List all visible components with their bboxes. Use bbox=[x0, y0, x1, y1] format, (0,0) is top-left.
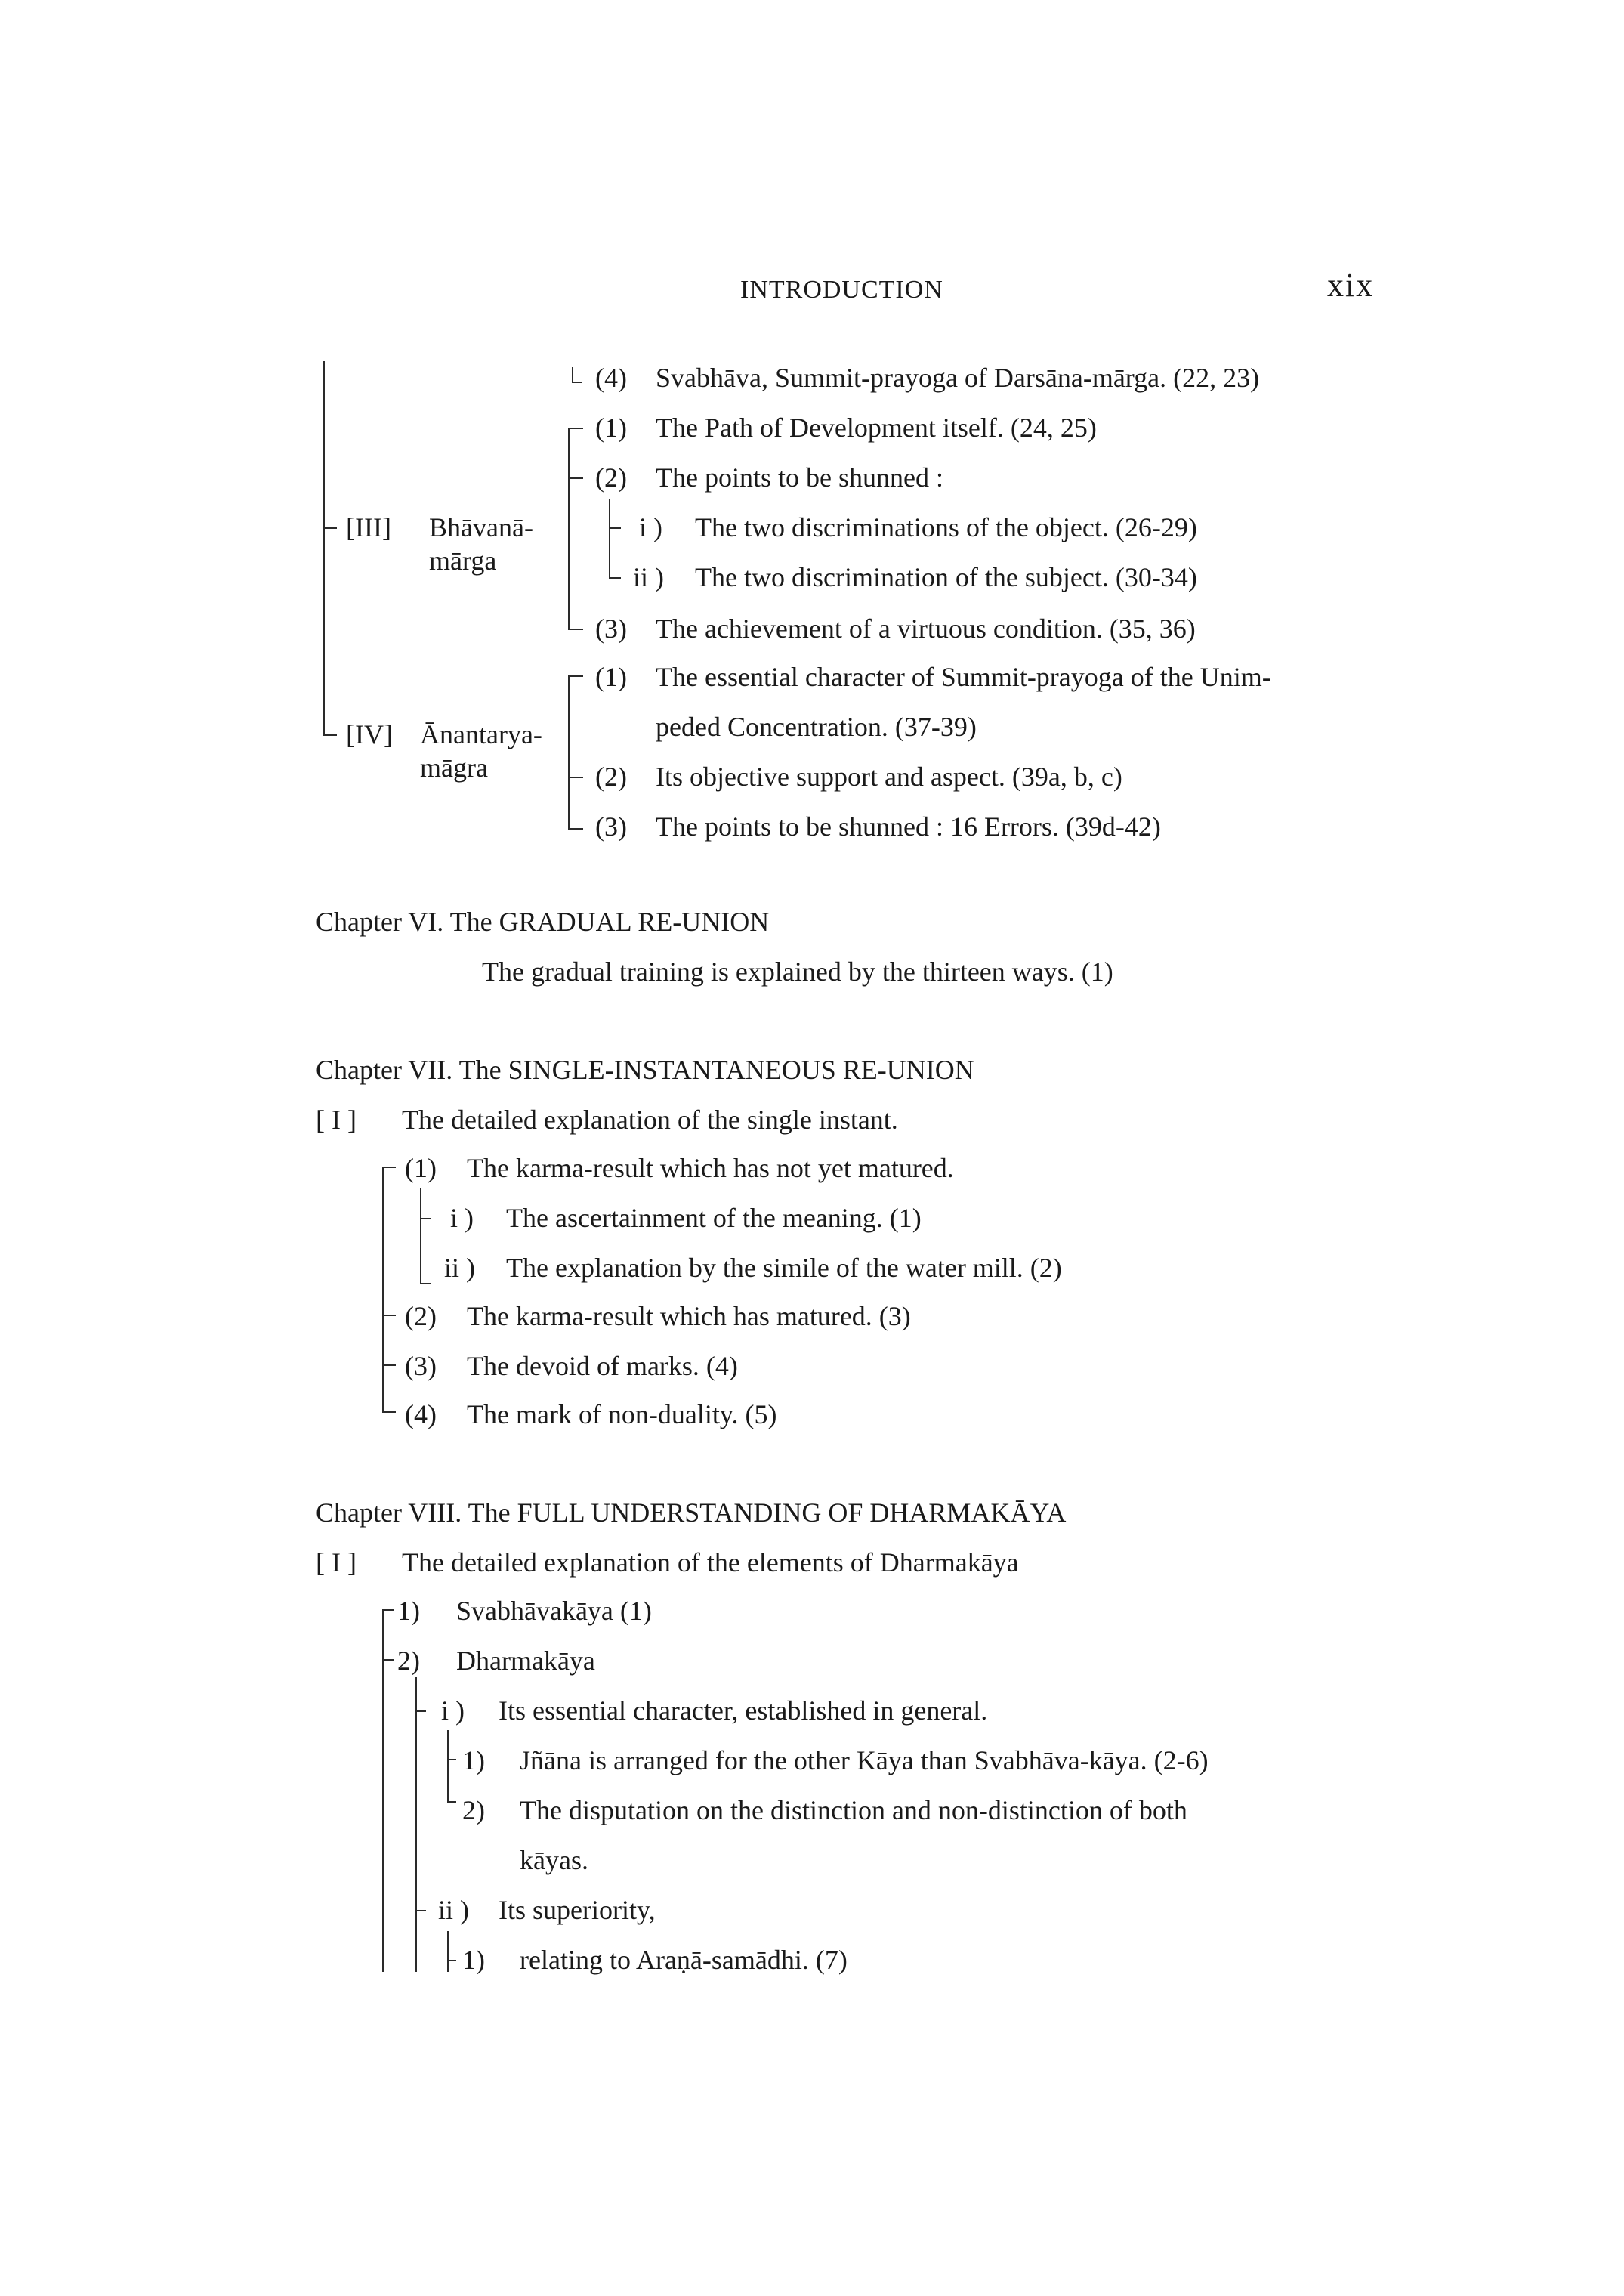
bracket-ch7-tick-2 bbox=[382, 1315, 396, 1316]
bracket-ch8-subsub-vertical-2 bbox=[447, 1931, 449, 1972]
bracket-bhavana-sub-tick-2 bbox=[609, 577, 621, 579]
bracket-bhavana-vertical bbox=[568, 428, 570, 630]
ch7-subitem-num: ii ) bbox=[444, 1253, 475, 1283]
ch7-subitem-text: The explanation by the simile of the water mill. (2) bbox=[506, 1253, 1062, 1283]
bhavana-item-num: (3) bbox=[595, 613, 627, 644]
bracket-ch7-tick-1 bbox=[382, 1167, 396, 1168]
bracket-ch8-tick-2 bbox=[382, 1659, 394, 1661]
ch8-subitem-num: i ) bbox=[441, 1695, 465, 1726]
ch8-subsubitem-num: 2) bbox=[462, 1795, 485, 1825]
bracket-ch7-sub-tick-1 bbox=[420, 1218, 431, 1219]
darsana-item-num: (4) bbox=[595, 363, 627, 393]
bracket-bhavana-sub-tick-1 bbox=[609, 527, 621, 529]
chapter-8-part-text: The detailed explanation of the elements of Dharmakāya bbox=[402, 1547, 1019, 1578]
anantarya-item-text: The points to be shunned : 16 Errors. (39d-42) bbox=[656, 811, 1161, 842]
section-name-anantarya-2: māgra bbox=[420, 752, 488, 783]
ch7-subitem-num: i ) bbox=[450, 1203, 474, 1233]
bracket-bhavana-tick-1 bbox=[568, 428, 583, 429]
chapter-6-summary: The gradual training is explained by the thirteen ways. (1) bbox=[482, 956, 1113, 987]
anantarya-item-text: Its objective support and aspect. (39a, b, c) bbox=[656, 762, 1122, 792]
bracket-ch8-subsub-vertical-1 bbox=[447, 1730, 449, 1803]
chapter-7-part-label: [ I ] bbox=[316, 1105, 357, 1135]
ch8-subsubitem-num: 1) bbox=[462, 1745, 485, 1775]
chapter-7-title: Chapter VII. The SINGLE-INSTANTANEOUS RE-UNION bbox=[316, 1055, 974, 1085]
ch8-subitem-text: Its essential character, established in general. bbox=[499, 1695, 988, 1726]
section-name-anantarya-1: Ānantarya- bbox=[420, 719, 542, 749]
bracket-bhavana-tick-3 bbox=[568, 629, 583, 630]
bhavana-item-text: The Path of Development itself. (24, 25) bbox=[656, 413, 1097, 443]
section-name-bhavana-2: mārga bbox=[429, 545, 497, 576]
bracket-ch7-sub-vertical bbox=[420, 1188, 421, 1284]
bracket-ch8-sub-vertical bbox=[415, 1677, 417, 1972]
bracket-ch8-vertical bbox=[382, 1609, 384, 1972]
bracket-ch8-subsub-tick-1 bbox=[447, 1759, 456, 1760]
ch8-item-text: Dharmakāya bbox=[456, 1646, 595, 1676]
darsana-item-text: Svabhāva, Summit-prayoga of Darsāna-mārga. (22, 23) bbox=[656, 363, 1260, 393]
bhavana-item-text: The points to be shunned : bbox=[656, 462, 943, 493]
section-name-bhavana-1: Bhāvanā- bbox=[429, 512, 533, 542]
bhavana-item-num: (1) bbox=[595, 413, 627, 443]
bhavana-item-text: The achievement of a virtuous condition. (35, 36) bbox=[656, 613, 1196, 644]
ch7-item-num: (1) bbox=[405, 1153, 437, 1183]
bracket-anantarya-tick-3 bbox=[568, 828, 583, 830]
bracket-ch8-sub-tick-1 bbox=[415, 1710, 426, 1712]
ch7-item-num: (3) bbox=[405, 1351, 437, 1381]
bracket-ch7-tick-4 bbox=[382, 1411, 396, 1413]
chapter-8-part-label: [ I ] bbox=[316, 1547, 357, 1578]
ch8-item-text: Svabhāvakāya (1) bbox=[456, 1596, 652, 1626]
bracket-bhavana-sub-vertical bbox=[609, 499, 610, 579]
anantarya-item-text: The essential character of Summit-prayoga of the Unim- bbox=[656, 662, 1271, 692]
chapter-6-title: Chapter VI. The GRADUAL RE-UNION bbox=[316, 907, 770, 937]
ch8-subitem-text: Its superiority, bbox=[499, 1895, 656, 1925]
ch8-subitem-num: ii ) bbox=[438, 1895, 469, 1925]
anantarya-item-num: (1) bbox=[595, 662, 627, 692]
bracket-darsana-tail-tick bbox=[572, 382, 582, 383]
bracket-ch7-tick-3 bbox=[382, 1364, 396, 1366]
ch8-subsubitem-num: 1) bbox=[462, 1945, 485, 1975]
bracket-anantarya-tick-2 bbox=[568, 777, 583, 778]
section-label-iii: [III] bbox=[346, 512, 391, 542]
ch8-subsubitem-text: The disputation on the distinction and non-distinction of both bbox=[520, 1795, 1187, 1825]
running-title: INTRODUCTION bbox=[740, 276, 943, 304]
bracket-tick-iii bbox=[323, 527, 337, 529]
ch7-item-text: The devoid of marks. (4) bbox=[467, 1351, 738, 1381]
ch7-subitem-text: The ascertainment of the meaning. (1) bbox=[506, 1203, 922, 1233]
ch7-item-text: The mark of non-duality. (5) bbox=[467, 1399, 777, 1429]
bracket-tick-iv bbox=[323, 734, 337, 736]
ch8-subsubitem-text: relating to Araṇā-samādhi. (7) bbox=[520, 1945, 848, 1975]
bhavana-subitem-text: The two discrimination of the subject. (30-34) bbox=[695, 562, 1197, 592]
bracket-ch7-vertical bbox=[382, 1167, 384, 1413]
bracket-ch8-subsub-tick-3 bbox=[447, 1960, 456, 1961]
anantarya-item-continuation: peded Concentration. (37-39) bbox=[656, 712, 977, 742]
page-number: xix bbox=[1327, 267, 1375, 304]
anantarya-item-num: (3) bbox=[595, 811, 627, 842]
anantarya-item-num: (2) bbox=[595, 762, 627, 792]
bhavana-item-num: (2) bbox=[595, 462, 627, 493]
bhavana-subitem-num: ii ) bbox=[633, 562, 664, 592]
bhavana-subitem-num: i ) bbox=[639, 512, 662, 542]
bracket-ch8-tick-1 bbox=[382, 1609, 394, 1611]
ch7-item-text: The karma-result which has not yet matured. bbox=[467, 1153, 954, 1183]
bracket-ch8-subsub-tick-2 bbox=[447, 1801, 456, 1803]
bracket-bhavana-tick-2 bbox=[568, 477, 583, 479]
chapter-7-part-text: The detailed explanation of the single instant. bbox=[402, 1105, 898, 1135]
section-label-iv: [IV] bbox=[346, 719, 393, 749]
bracket-anantarya-vertical bbox=[568, 675, 570, 830]
chapter-8-title: Chapter VIII. The FULL UNDERSTANDING OF DHARMAKĀYA bbox=[316, 1497, 1067, 1528]
ch8-subsubitem-text: Jñāna is arranged for the other Kāya than Svabhāva-kāya. (2-6) bbox=[520, 1745, 1209, 1775]
bracket-ch8-sub-tick-2 bbox=[415, 1910, 426, 1911]
bracket-anantarya-tick-1 bbox=[568, 675, 583, 677]
ch7-item-num: (4) bbox=[405, 1399, 437, 1429]
ch8-item-num: 2) bbox=[397, 1646, 420, 1676]
ch7-item-num: (2) bbox=[405, 1301, 437, 1331]
bracket-darsana-tail bbox=[572, 367, 573, 382]
ch8-item-num: 1) bbox=[397, 1596, 420, 1626]
bhavana-subitem-text: The two discriminations of the object. (26-29) bbox=[695, 512, 1197, 542]
bracket-ch7-sub-tick-2 bbox=[420, 1283, 431, 1284]
ch8-subsubitem-continuation: kāyas. bbox=[520, 1845, 588, 1875]
bracket-main-vertical bbox=[323, 361, 325, 736]
ch7-item-text: The karma-result which has matured. (3) bbox=[467, 1301, 911, 1331]
